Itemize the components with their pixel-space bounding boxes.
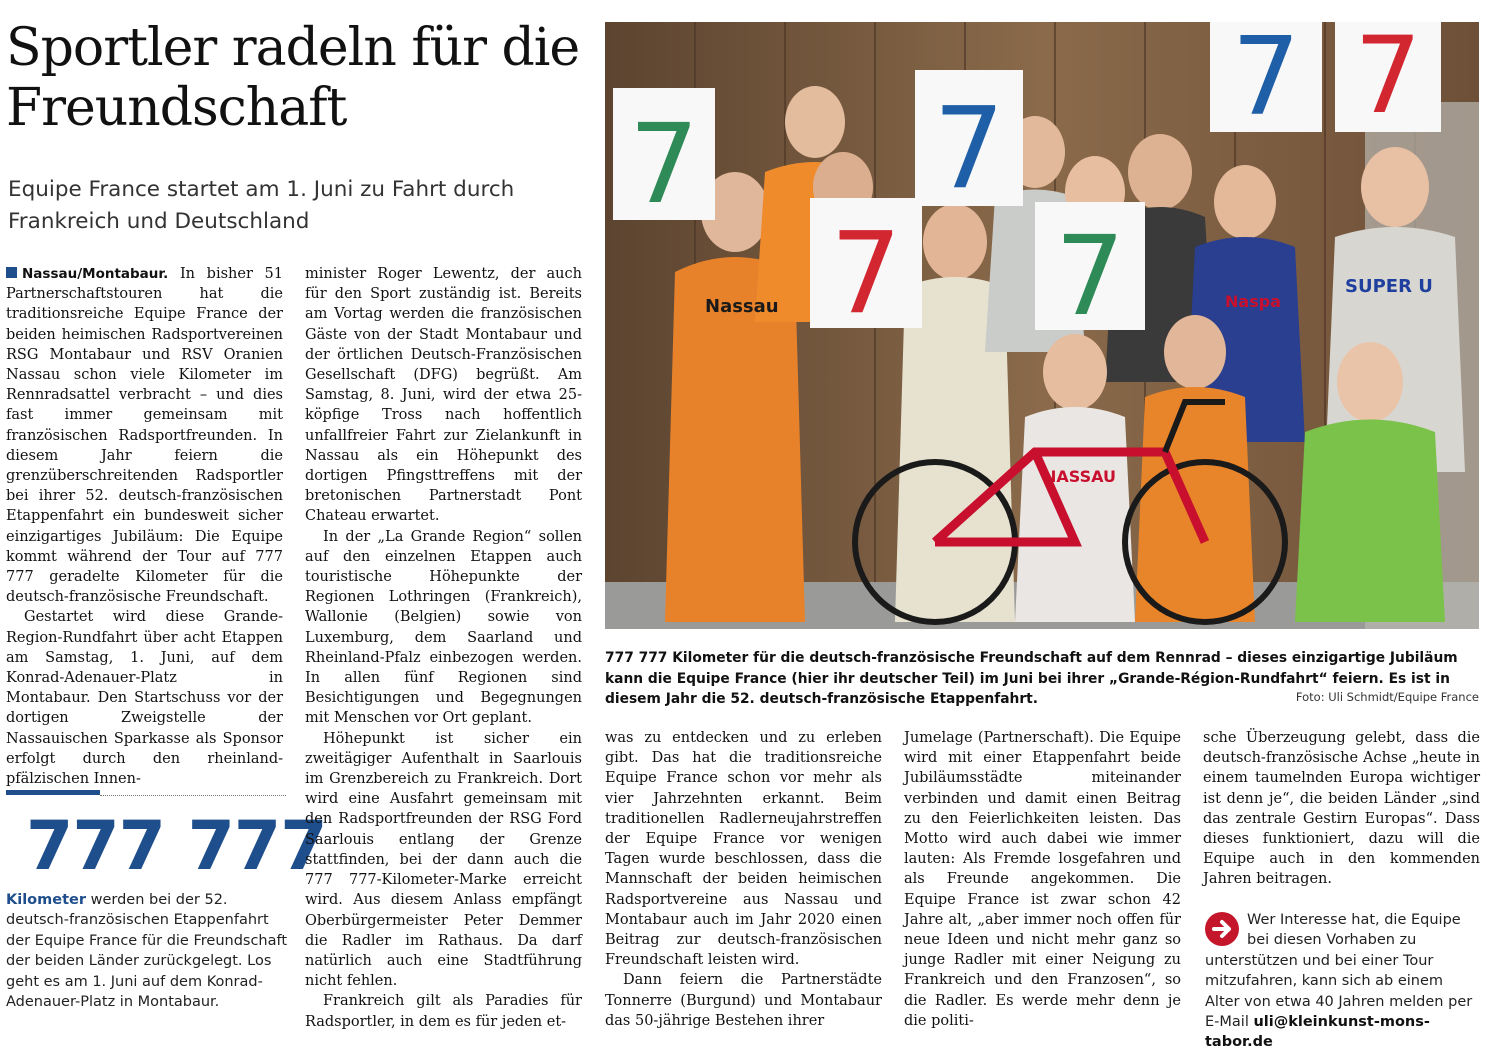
sign-number: 7 — [933, 84, 1005, 214]
jersey-text: SUPER U — [1345, 276, 1433, 297]
paragraph: In der „La Grande Region“ sollen auf den einzelnen Etappen auch touristische Höhepunkte der Regionen Lothringen (Frankreich), Wallonie (Belgien) sowie von Luxemburg, dem Saarland und Rheinland-Pfalz einbezogen werden. In allen fünf Regionen sind Besichtigungen und Begegnungen mit Menschen vor Ort geplant. — [305, 528, 582, 727]
photo-credit: Foto: Uli Schmidt/Equipe France — [1295, 690, 1479, 704]
article-photo — [605, 22, 1479, 629]
infobox-text — [6, 890, 291, 1012]
arrow-right-icon — [1205, 912, 1239, 946]
contact-box — [1205, 910, 1481, 1053]
article-column-1 — [6, 264, 283, 789]
paragraph-text: In bisher 51 Partnerschaftstouren hat die traditionsreiche Equipe France der beiden heimischen Radsportvereinen RSG Montabaur und RSV Oranien Nassau schon viele Kilometer im Rennradsattel verbracht – und dies fast immer gemeinsam mit französischen Radsportfreunden. In diesem Jahr feiern die grenzüberschreitenden Radsportler bei ihrer 52. deutsch-französischen Etappenfahrt ein bundesweit sicher einzigartiges Jubiläum: Die Equipe kommt während der Tour auf 777 777 geradelte Kilometer für die deutsch-französische Freundschaft. — [6, 266, 283, 606]
contact-email-link[interactable]: uli@kleinkunst-mons-tabor.de — [1205, 1014, 1430, 1051]
article-column-2 — [305, 264, 582, 1032]
sign-card — [613, 88, 715, 228]
contact-text: Wer Interesse hat, die Equipe bei diesen Vorhaben zu unterstützen und bei einer Tour mitzufahren, kann sich ab einem Alter von etwa 40 Jahren melden per E-Mail — [1205, 912, 1473, 1031]
sign-number: 7 — [1055, 212, 1125, 340]
jersey-text: Naspa — [1225, 292, 1281, 311]
infobox-keyword: Kilometer — [6, 892, 86, 908]
infobox-accent-bar — [6, 790, 100, 795]
photo-caption: 777 777 Kilometer für die deutsch-französische Freundschaft auf dem Rennrad – dieses einzigartige Jubiläum kann die Equipe France (hier ihr deutscher Teil) im Juni bei ihrer „Grande-Région-Rundfahrt“ feiern. Es ist in diesem Jahr die 52. deutsch-französische Etappenfahrt. — [605, 650, 1458, 707]
article-column-5 — [1203, 728, 1480, 890]
sign-number: 7 — [1231, 22, 1301, 140]
paragraph: Höhepunkt ist sicher ein zweitägiger Aufenthalt in Saarlouis im Grenzbereich zu Frankreich. Dort wird eine Ausfahrt gemeinsam mit den Radsportfreunden der RSG Ford Saarlouis entlang der Grenze stattfinden, bei der dann auch die 777 777-Kilometer-Marke erreicht wird. Aus diesem Anlass empfängt Oberbürgermeister Peter Demmer die Radler im Rathaus. Da darf natürlich auch eine Stadtführung nicht fehlen. — [305, 730, 582, 990]
article-headline: Sportler radeln für die Freundschaft — [6, 18, 580, 138]
article-column-4 — [904, 728, 1181, 1031]
infobox-body: werden bei der 52. deutsch-französischen Etappenfahrt der Equipe France für die Freundschaft der beiden Länder zurückgelegt. Los geht es am 1. Juni auf dem Konrad-Adenauer-Platz in Montabaur. — [6, 892, 288, 1011]
sign-number: 7 — [830, 209, 902, 339]
paragraph — [6, 264, 283, 607]
sign-card — [1035, 202, 1145, 340]
photo-illustration — [605, 22, 1479, 629]
paragraph: Dann feiern die Partnerstädte Tonnerre (Burgund) und Montabaur das 50-jährige Bestehen ihrer — [605, 972, 882, 1029]
paragraph: Jumelage (Partnerschaft). Die Equipe wird mit einer Etappenfahrt beide Jubiläumsstädte miteinander verbinden und damit einen Beitrag zu den Feierlichkeiten leisten. Das Motto wird auch dabei wie immer lauten: Als Fremde losgefahren und als Freunde angekommen. Die Equipe France ist zwar schon 42 Jahre alt, „aber immer noch offen für neue Ideen und nicht mehr ganz so junge Radler mit einer Neigung zu Frankreich und den Franzosen“, so die Radler. Es werde mehr denn je die politi- — [904, 730, 1181, 1029]
sign-card — [1335, 22, 1441, 137]
jersey-text: Nassau — [705, 296, 779, 317]
sign-number: 7 — [1354, 22, 1422, 137]
paragraph: sche Überzeugung gelebt, dass die deutsch-französische Achse „heute in einem taumelnden Europa wichtiger ist denn je“, die beiden Länder „sind das zentrale Gestirn Europas“. Dass dieses funktioniert, dazu will die Equipe auch in den kommenden Jahren beitragen. — [1203, 730, 1480, 888]
infobox-number: 777 777 — [26, 807, 327, 886]
dateline: Nassau/Montabaur. — [22, 266, 169, 282]
article-subheadline: Equipe France startet am 1. Juni zu Fahrt durch Frankreich und Deutschland — [8, 177, 515, 234]
sign-card — [810, 198, 922, 339]
sign-card — [1210, 22, 1322, 140]
paragraph: was zu entdecken und zu erleben gibt. Das hat die traditionsreiche Equipe France schon vor mehr als vier Jahrzehnten erkannt. Beim traditionellen Radlerneujahrstreffen der Equipe France vor wenigen Tagen wurde beschlossen, dass die Mannschaft der beiden heimischen Radsportvereine aus Nassau und Montabaur auch im Jahr 2020 einen Beitrag zur deutsch-französischen Freundschaft leisten wird. — [605, 730, 882, 969]
paragraph: minister Roger Lewentz, der auch für den Sport zuständig ist. Bereits am Vortag werden die französischen Gäste von der Stadt Montabaur und der örtlichen Deutsch-Französischen Gesellschaft (DFG) begrüßt. Am Samstag, 8. Juni, wird der etwa 25-köpfige Tross nach hoffentlich unfallfreier Fahrt zur Zielankunft in Nassau als ein Höhepunkt des dortigen Pfingsttreffens mit der bretonischen Partnerstadt Pont Chateau erwartet. — [305, 266, 582, 525]
paragraph: Gestartet wird diese Grande-Region-Rundfahrt über acht Etappen am Samstag, 1. Juni, auf dem Konrad-Adenauer-Platz in Montabaur. Den Startschuss vor der dortigen Zweigstelle der Nassauischen Sparkasse als Sponsor erfolgt durch den rheinland-pfälzischen Innen- — [6, 609, 283, 788]
dateline-square-icon — [6, 267, 17, 278]
infobox-divider — [100, 795, 286, 796]
article-column-3 — [605, 728, 882, 1031]
sign-number: 7 — [629, 100, 699, 228]
paragraph: Frankreich gilt als Paradies für Radsportler, in dem es für jeden et- — [305, 993, 582, 1030]
sign-card — [915, 70, 1023, 214]
jersey-text: NASSAU — [1043, 467, 1116, 486]
